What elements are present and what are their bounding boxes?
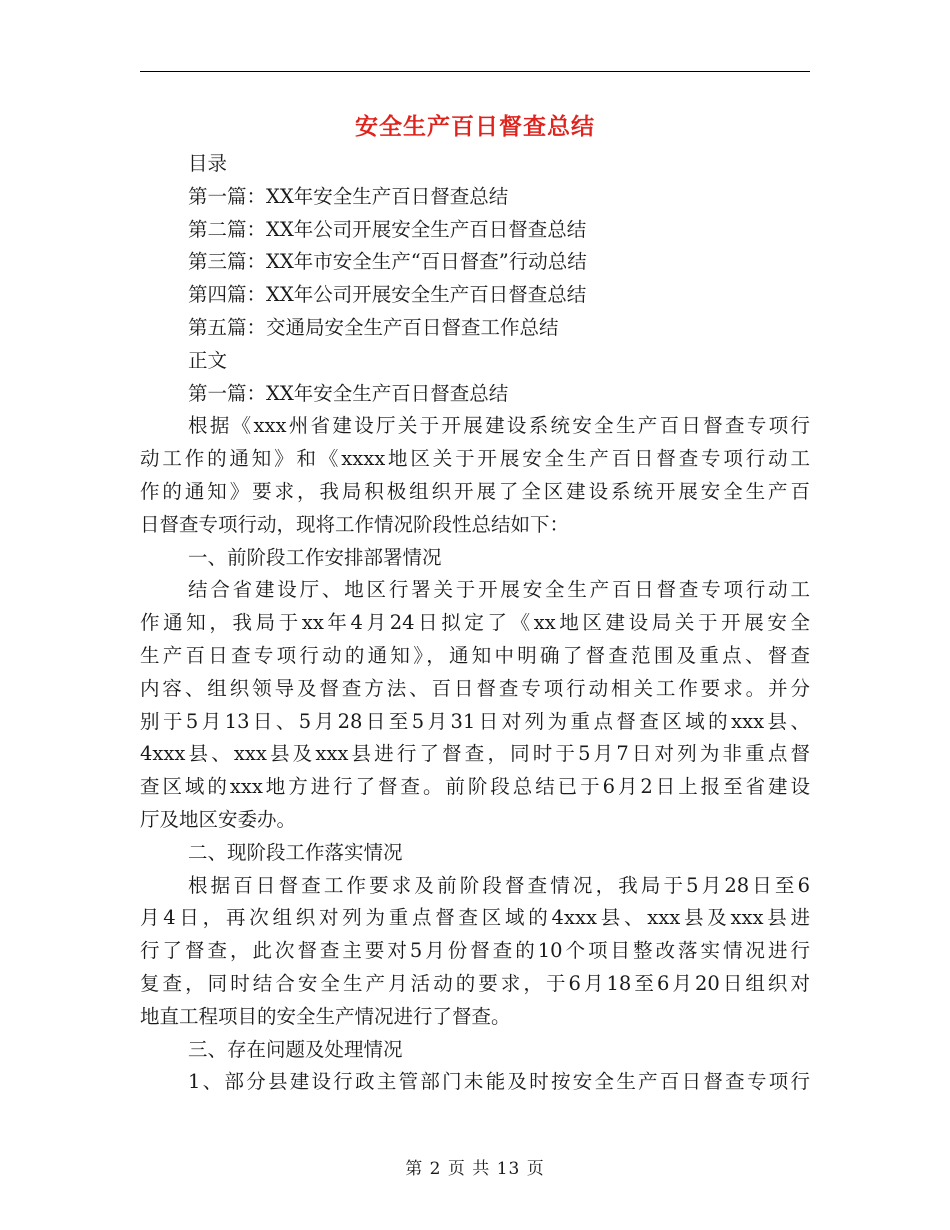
document-title: 安全生产百日督查总结 [355,113,595,140]
paragraph-line: 作的通知》要求，我局积极组织开展了全区建设系统开展安全生产百 [140,479,810,503]
header-rule [140,71,810,72]
paragraph-line: 根据百日督查工作要求及前阶段督查情况，我局于5月28日至6 [188,873,810,897]
paragraph-line: 生产百日查专项行动的通知》，通知中明确了督查范围及重点、督查 [140,643,810,667]
paragraph-line: 日督查专项行动，现将工作情况阶段性总结如下： [140,512,570,536]
paragraph-line: 别于5月13日、5月28日至5月31日对列为重点督查区域的xxx县、 [140,709,810,733]
paragraph-line: 厅及地区安委办。 [140,807,297,831]
paragraph-line: 内容、组织领导及督查方法、百日督查专项行动相关工作要求。并分 [140,676,810,700]
paragraph-line: 作通知，我局于xx年4月24日拟定了《xx地区建设局关于开展安全 [140,611,810,635]
document-body [140,148,810,1099]
section-heading: 三、存在问题及处理情况 [188,1037,403,1061]
paragraph-line: 复查，同时结合安全生产月活动的要求，于6月18至6月20日组织对 [140,971,810,995]
paragraph-line: 4xxx县、xxx县及xxx县进行了督查，同时于5月7日对列为非重点督 [140,742,810,766]
paragraph-line: 动工作的通知》和《xxxx地区关于开展安全生产百日督查专项行动工 [140,447,810,471]
paragraph-line: 行了督查，此次督查主要对5月份督查的10个项目整改落实情况进行 [140,939,810,963]
section-heading: 二、现阶段工作落实情况 [188,840,403,864]
paragraph-line: 结合省建设厅、地区行署关于开展安全生产百日督查专项行动工 [188,578,810,602]
toc-item: 第一篇：XX年安全生产百日督查总结 [188,184,509,208]
paragraph-line: 地直工程项目的安全生产情况进行了督查。 [140,1004,511,1028]
section-heading: 一、前阶段工作安排部署情况 [188,545,442,569]
paragraph-line: 月4日，再次组织对列为重点督查区域的4xxx县、xxx县及xxx县进 [140,906,810,930]
body-heading: 正文 [188,348,228,372]
toc-item: 第五篇：交通局安全生产百日督查工作总结 [188,315,559,339]
article-title: 第一篇：XX年安全生产百日督查总结 [188,381,509,405]
paragraph-line: 查区域的xxx地方进行了督查。前阶段总结已于6月2日上报至省建设 [140,775,810,799]
paragraph-line: 根据《xxx州省建设厅关于开展建设系统安全生产百日督查专项行 [188,414,810,438]
page-number: 第 2 页 共 13 页 [405,1159,545,1179]
toc-item: 第二篇：XX年公司开展安全生产百日督查总结 [188,217,587,241]
toc-heading: 目录 [188,152,228,175]
toc-item: 第四篇：XX年公司开展安全生产百日督查总结 [188,283,587,307]
toc-item: 第三篇：XX年市安全生产“百日督查”行动总结 [188,250,587,274]
paragraph-line: 1、部分县建设行政主管部门未能及时按安全生产百日督查专项行 [188,1070,810,1094]
